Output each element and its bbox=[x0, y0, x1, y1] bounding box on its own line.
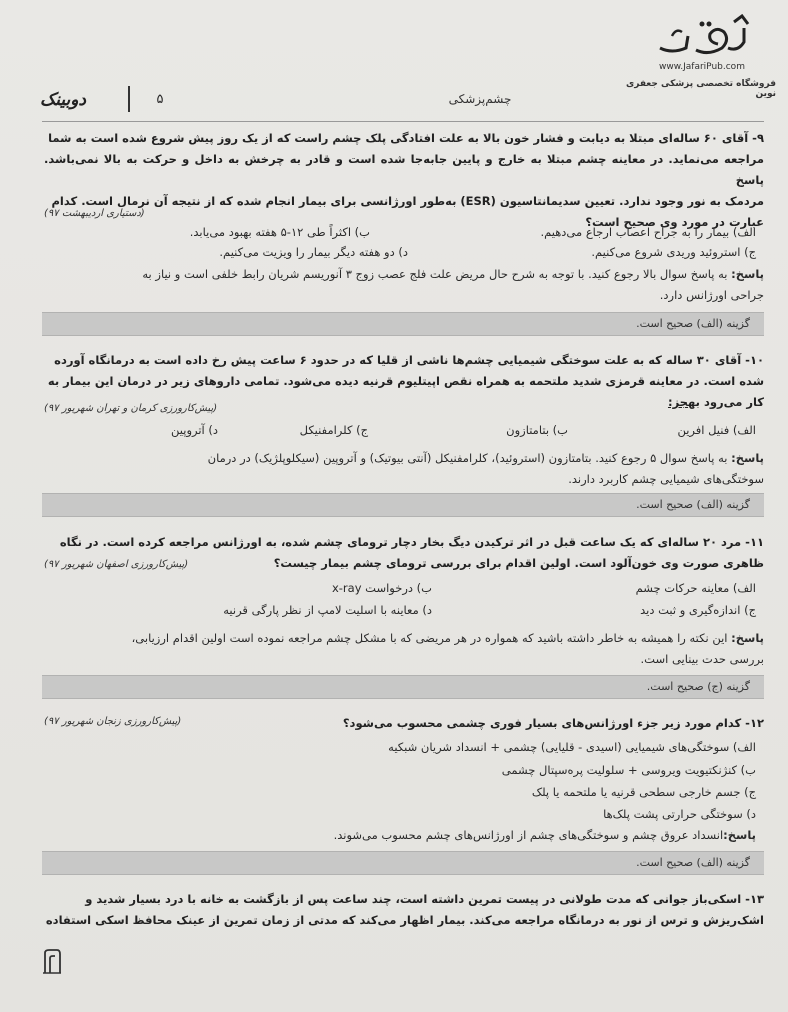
q11-correct: گزینه (ج) صحیح است. bbox=[646, 680, 750, 693]
q9-title-line: عبارت در مورد وی صحیح است؟ bbox=[585, 215, 764, 229]
q10-option-a: الف) فنیل افرین bbox=[677, 423, 756, 437]
q9-correct: گزینه (الف) صحیح است. bbox=[636, 317, 750, 330]
q9-answer-label: پاسخ: bbox=[731, 267, 764, 281]
q9-source: (دستیاری اردیبهشت ۹۷) bbox=[44, 208, 145, 219]
q9-answer-line: جراحی اورژانس دارد. bbox=[659, 288, 764, 302]
chapter-title: چشم‌پزشکی bbox=[448, 92, 512, 106]
q12-option-b: ب) کنژنکتیویت ویروسی + سلولیت پره‌سپتال چشمی bbox=[501, 763, 756, 777]
jafari-logo-icon bbox=[652, 14, 750, 62]
q11-option-d: د) معاینه با اسلیت لامپ از نظر پارگی قرنیه bbox=[223, 603, 432, 617]
q11-answer-text: این نکته را همیشه به خاطر داشته باشید که همواره در هر مریضی که با مشکل چشم مراجعه نموده است اولین اقدام ارزیابی، bbox=[131, 631, 732, 645]
q11-option-b: ب) درخواست x-ray bbox=[331, 581, 432, 595]
q9-title bbox=[44, 128, 764, 233]
q10-answer-label: پاسخ: bbox=[731, 451, 764, 465]
q11-answer bbox=[44, 628, 764, 670]
q10-correct: گزینه (الف) صحیح است. bbox=[636, 498, 750, 511]
q11-option-a: الف) معاینه حرکات چشم bbox=[635, 581, 756, 595]
q9-option-b: ب) اکثراً طی ۱۲-۵ هفته بهبود می‌یابد. bbox=[189, 225, 370, 239]
header-rule bbox=[42, 121, 764, 122]
q9-option-c: ج) استروئید وریدی شروع می‌کنیم. bbox=[591, 245, 756, 259]
q10-option-b: ب) بتامتازون bbox=[506, 423, 568, 437]
q9-title-line: ۹- آقای ۶۰ ساله‌ای مبتلا به دیابت و فشار خون بالا به علت افتادگی پلک چشم راست که از یک روز پیش شروع شده است به شما bbox=[48, 131, 764, 145]
q11-correct-bar bbox=[42, 675, 764, 699]
q11-answer-line: بررسی حدت بینایی است. bbox=[640, 652, 764, 666]
q10-correct-bar bbox=[42, 493, 764, 517]
q10-title-line: ۱۰- آقای ۳۰ ساله که به علت سوختگی شیمیایی چشم‌ها ناشی از قلیا که در حدود ۶ ساعت پیش رخ داده است به درمانگاه آورده bbox=[54, 353, 764, 367]
header-divider bbox=[128, 86, 130, 112]
q11-title-line: ۱۱- مرد ۲۰ ساله‌ای که یک ساعت قبل در اثر ترکیدن دیگ بخار دچار ترومای چشم شده، به اورژانس مراجعه کرده است. در نگاه bbox=[59, 535, 764, 549]
q10-source: (پیش‌کارورزی کرمان و تهران شهریور ۹۷) bbox=[44, 403, 218, 414]
q12-title: ۱۲- کدام مورد زیر جزء اورژانس‌های بسیار فوری چشمی محسوب می‌شود؟ bbox=[342, 716, 764, 730]
q12-option-a: الف) سوختگی‌های شیمیایی (اسیدی - قلیایی) چشمی + انسداد شریان شبکیه bbox=[388, 740, 756, 754]
q12-source: (پیش‌کارورزی زنجان شهریور ۹۷) bbox=[44, 716, 182, 727]
q11-source: (پیش‌کارورزی اصفهان شهریور ۹۷) bbox=[44, 559, 189, 570]
q10-option-d: د) آتروپین bbox=[171, 423, 218, 437]
q9-title-line: مراجعه می‌نماید. در معاینه چشم مبتلا به خارج و پایین جابه‌جا شده است و قادر به چرخش به داخل و حرکت به بالا نمی‌باشد. پاسخ bbox=[44, 152, 764, 187]
q9-title-line: مردمک به نور وجود ندارد. تعیین سدیمانتاسیون (ESR) به‌طور اورژانسی برای بیمار انجام شده که از نتیجه آن نرمال است. کدام bbox=[51, 194, 764, 208]
q10-title-except: جز: bbox=[667, 395, 689, 409]
q12-correct-bar bbox=[42, 851, 764, 875]
q12-option-d: د) سوختگی حرارتی پشت پلک‌ها bbox=[603, 807, 756, 821]
q11-answer-label: پاسخ: bbox=[731, 631, 764, 645]
q9-answer-line bbox=[44, 264, 764, 285]
q13-title-line: ۱۳- اسکی‌باز جوانی که مدت طولانی در پیست تمرین داشته است، چند ساعت پس از بازگشت به خانه با درد بسیار شدید و bbox=[85, 892, 764, 906]
q10-answer-line: سوختگی‌های شیمیایی چشم کاربرد دارند. bbox=[568, 472, 764, 486]
q9-option-d: د) دو هفته دیگر بیمار را ویزیت می‌کنیم. bbox=[219, 245, 408, 259]
q11-option-c: ج) اندازه‌گیری و ثبت دید bbox=[640, 603, 756, 617]
q10-answer-text: به پاسخ سوال ۵ رجوع کنید. بتامتازون (استروئید)، کلرامفنیکل (آنتی بیوتیک) و آتروپین (سیکلوپلژیک) در درمان bbox=[207, 451, 732, 465]
q9-correct-bar bbox=[42, 312, 764, 336]
q12-answer bbox=[334, 828, 756, 842]
q9-option-a: الف) بیمار را به جراح اعصاب ارجاع می‌دهیم. bbox=[540, 225, 756, 239]
q10-answer bbox=[44, 448, 764, 490]
q13-title-line: اشک‌ریزش و ترس از نور به درمانگاه مراجعه می‌کند. بیمار اظهار می‌کند که مدتی از زمان تمرین از عینک محافظ اسکی استفاده bbox=[45, 913, 764, 927]
page-number: ۵ bbox=[156, 92, 164, 107]
q12-answer-label: پاسخ: bbox=[723, 828, 756, 842]
footer-logo-icon bbox=[42, 948, 62, 974]
q10-title-last: کار می‌رود به bbox=[688, 395, 764, 409]
q9-answer-text: به پاسخ سوال بالا رجوع کنید. با توجه به شرح حال مریض علت فلج عصب زوج ۳ آنوریسم شریان رابط خلفی است و نیاز به bbox=[142, 267, 732, 281]
logo-website: www.JafariPub.com bbox=[659, 62, 745, 72]
q13-title bbox=[44, 889, 764, 931]
q11-title-line: ظاهری صورت وی خون‌آلود است. اولین اقدام برای بررسی ترومای چشم بیمار چیست؟ bbox=[273, 556, 764, 570]
q12-correct: گزینه (الف) صحیح است. bbox=[636, 856, 750, 869]
q12-option-c: ج) جسم خارجی سطحی قرنیه یا ملتحمه یا پلک bbox=[531, 785, 756, 799]
q9-answer bbox=[44, 264, 764, 306]
q12-answer-text: انسداد عروق چشم و سوختگی‌های چشم از اورژانس‌های چشم محسوب می‌شوند. bbox=[333, 828, 724, 842]
brand-logo: دوبینک bbox=[40, 90, 86, 110]
q10-option-c: ج) کلرامفنیکل bbox=[299, 423, 368, 437]
q11-answer-line bbox=[44, 628, 764, 649]
logo-tagline: فروشگاه تخصصی پزشکی جعفری نوین bbox=[625, 79, 776, 99]
q10-title-line: شده است. در معاینه قرمزی شدید ملتحمه به همراه نقص اپیتلیوم قرنیه دیده می‌شود. تمامی داروهای زیر در درمان این بیمار به bbox=[47, 374, 764, 388]
q10-answer-line bbox=[44, 448, 764, 469]
